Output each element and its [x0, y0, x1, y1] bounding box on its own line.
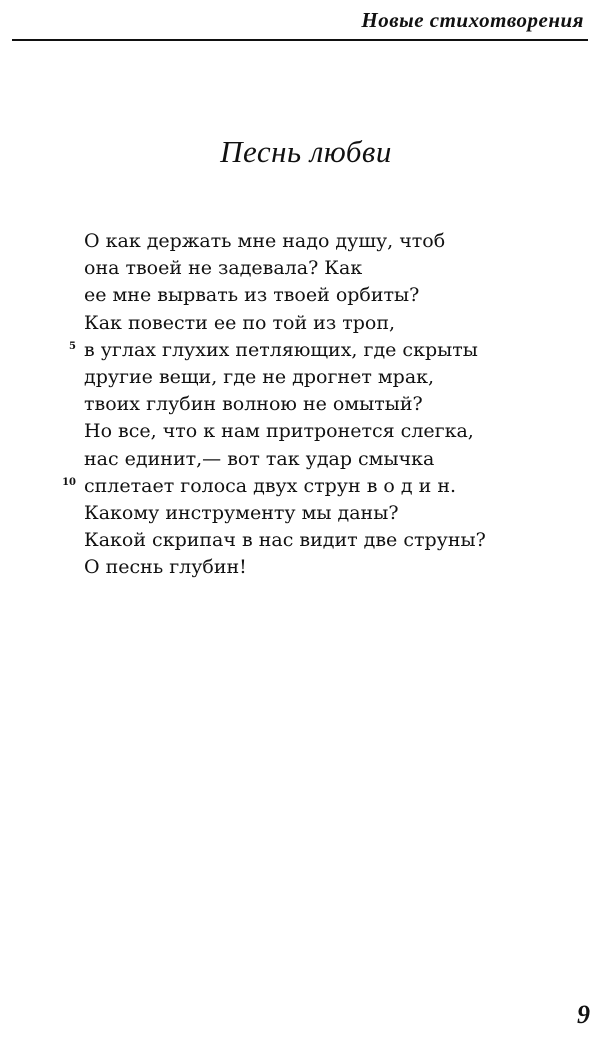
- verse-line: [84, 554, 486, 581]
- verse-text: Какому инструменту мы даны?: [84, 501, 399, 524]
- verse-text: Какой скрипач в нас видит две струны?: [84, 529, 486, 552]
- verse-line: [84, 527, 486, 554]
- verse-text: Как повести ее по той из троп,: [84, 311, 396, 334]
- verse-text: твоих глубин волною не омытый?: [84, 393, 423, 416]
- line-number: 5: [69, 340, 76, 352]
- verse-line: [69, 337, 486, 364]
- verse-line: [84, 282, 486, 309]
- header-rule: [12, 39, 588, 41]
- verse-line: [84, 364, 486, 391]
- verse-text: нас единит,— вот так удар смычка: [84, 447, 435, 470]
- verse-text: она твоей не задевала? Как: [84, 257, 363, 280]
- verse-text: О песнь глубин!: [84, 556, 247, 579]
- verse-line: [84, 255, 486, 282]
- verse-text: ее мне вырвать из твоей орбиты?: [84, 284, 420, 307]
- verse-line: [84, 310, 486, 337]
- verse-line: [84, 446, 486, 473]
- verse-line: [84, 500, 486, 527]
- verse-line: [84, 418, 486, 445]
- verse-text: другие вещи, где не дрогнет мрак,: [84, 365, 435, 388]
- verse-text: в углах глухих петляющих, где скрыты: [84, 338, 478, 361]
- verse-text: О как держать мне надо душу, чтоб: [84, 230, 446, 252]
- verse-text: сплетает голоса двух струн в о д и н.: [84, 474, 457, 497]
- poem-body: [62, 228, 486, 581]
- running-head-title: Новые стихотворения: [361, 8, 584, 32]
- poem-title: Песнь любви: [220, 134, 392, 169]
- line-number: 10: [62, 476, 76, 488]
- verse-text: Но все, что к нам притронется слегка,: [84, 420, 474, 443]
- page-number: 9: [577, 1000, 590, 1029]
- verse-line: [84, 228, 486, 255]
- verse-line: [62, 473, 486, 500]
- verse-line: [84, 391, 486, 418]
